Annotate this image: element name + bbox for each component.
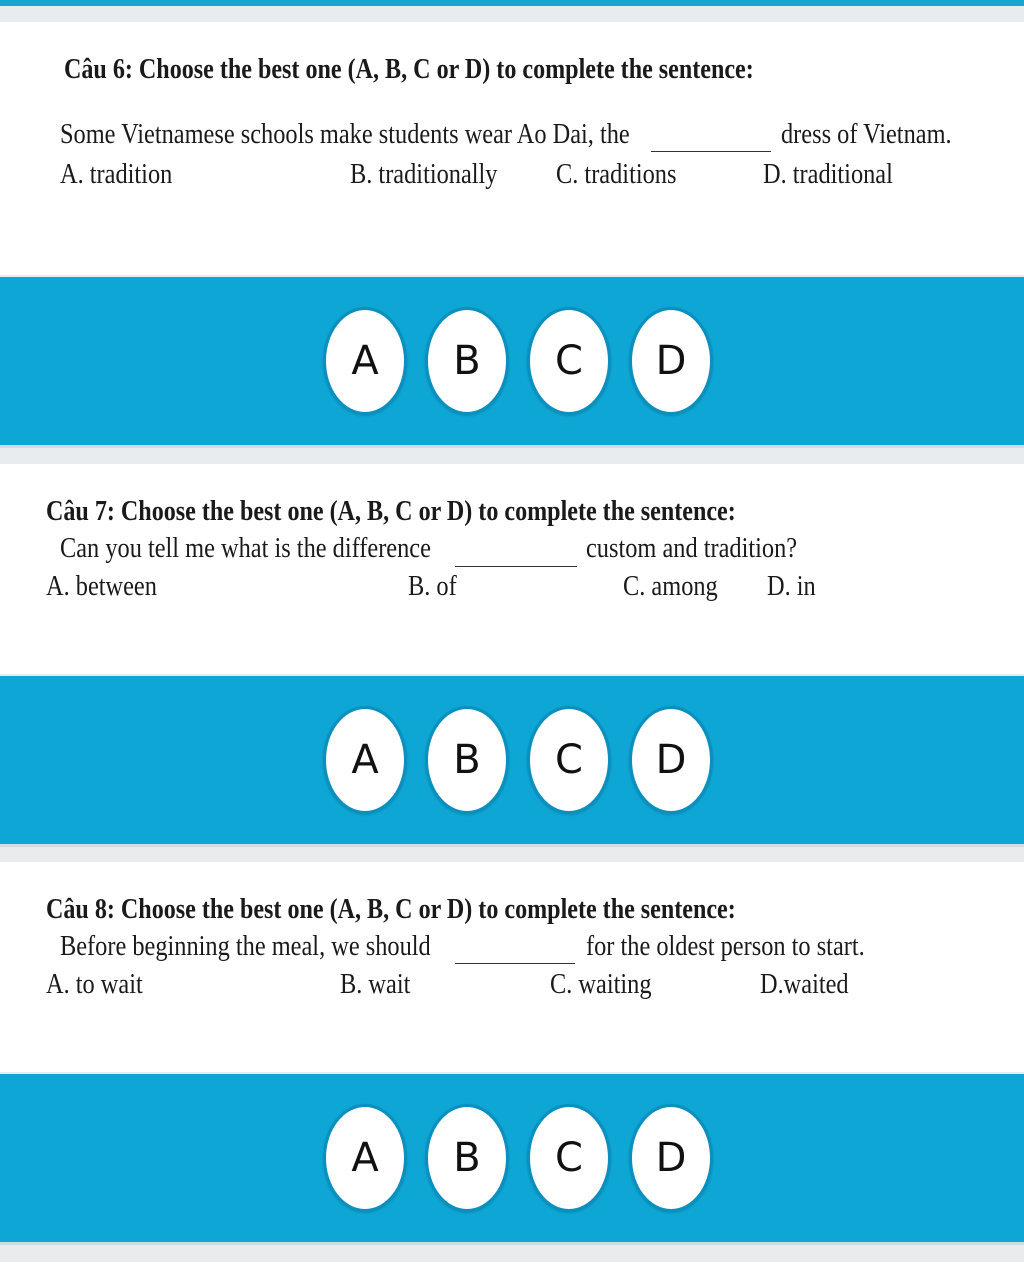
option-b: B. wait: [340, 968, 411, 1000]
option-c: C. among: [623, 570, 718, 602]
question-title: Câu 8: Choose the best one (A, B, C or D) to complete the sentence:: [46, 894, 736, 925]
answer-button-c[interactable]: C: [527, 1104, 611, 1212]
option-a: A. tradition: [60, 158, 173, 190]
option-d: D. traditional: [763, 158, 893, 190]
question-card-8: [0, 862, 1024, 1072]
question-sentence-end: for the oldest person to start.: [586, 930, 865, 962]
answer-button-c[interactable]: C: [527, 706, 611, 814]
answer-button-b[interactable]: B: [425, 706, 509, 814]
answer-button-c[interactable]: C: [527, 307, 611, 415]
question-title: Câu 7: Choose the best one (A, B, C or D) to complete the sentence:: [46, 496, 736, 527]
answer-button-d[interactable]: D: [629, 1104, 713, 1212]
question-card-6: [0, 22, 1024, 275]
option-c: C. traditions: [556, 158, 677, 190]
next-question-card-edge: [0, 1262, 1024, 1280]
question-sentence-start: Before beginning the meal, we should: [60, 930, 431, 962]
question-sentence-start: Some Vietnamese schools make students wear Ao Dai, the: [60, 118, 630, 150]
answer-blank: [455, 963, 575, 964]
question-sentence-start: Can you tell me what is the difference: [60, 532, 431, 564]
option-d: D.waited: [760, 968, 849, 1000]
answer-band-8: [0, 1074, 1024, 1245]
answer-button-a[interactable]: A: [323, 307, 407, 415]
answer-button-row: [323, 706, 713, 814]
question-sentence-end: custom and tradition?: [586, 532, 798, 564]
answer-button-a[interactable]: A: [323, 706, 407, 814]
question-title: Câu 6: Choose the best one (A, B, C or D) to complete the sentence:: [64, 54, 754, 85]
answer-button-b[interactable]: B: [425, 1104, 509, 1212]
answer-button-d[interactable]: D: [629, 307, 713, 415]
answer-button-row: [323, 1104, 713, 1212]
option-b: B. traditionally: [350, 158, 498, 190]
question-card-7: [0, 464, 1024, 674]
answer-button-row: [323, 307, 713, 415]
answer-button-b[interactable]: B: [425, 307, 509, 415]
option-d: D. in: [767, 570, 816, 602]
answer-button-a[interactable]: A: [323, 1104, 407, 1212]
answer-band-6: [0, 277, 1024, 448]
option-b: B. of: [408, 570, 457, 602]
top-accent-strip: [0, 0, 1024, 6]
option-c: C. waiting: [550, 968, 652, 1000]
answer-blank: [455, 566, 577, 567]
answer-button-d[interactable]: D: [629, 706, 713, 814]
answer-blank: [651, 151, 771, 152]
option-a: A. to wait: [46, 968, 143, 1000]
answer-band-7: [0, 676, 1024, 847]
option-a: A. between: [46, 570, 157, 602]
question-sentence-end: dress of Vietnam.: [781, 118, 952, 150]
